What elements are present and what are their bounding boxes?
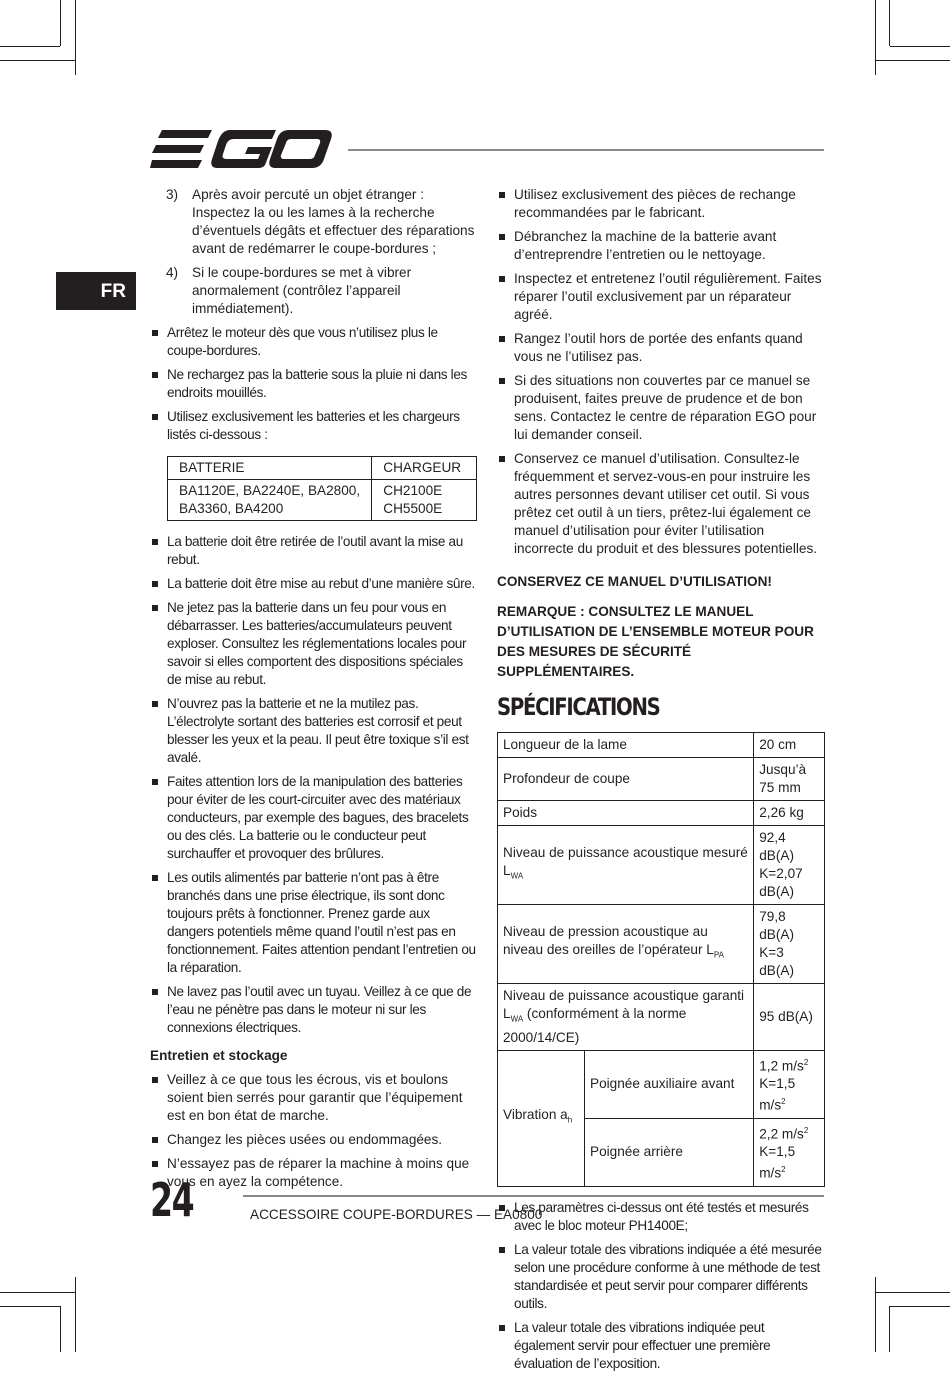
bullet-icon (499, 1247, 505, 1253)
bullet-list (497, 186, 825, 558)
language-label: FR (100, 281, 126, 302)
bullet-icon (152, 989, 158, 995)
item-text: Utilisez exclusivement les batteries et les chargeurs listés ci-dessous : (167, 409, 460, 442)
item-number: 4) (166, 265, 179, 280)
cell-value: 1,2 m/s (759, 1058, 804, 1074)
bullet-icon (152, 875, 158, 881)
list-item (497, 450, 825, 558)
list-item (150, 575, 476, 593)
item-text: Si le coupe-bordures se met à vibrer anormalement (contrôlez l’appareil immédiatement). (192, 265, 412, 316)
bullet-icon (152, 605, 158, 611)
cell-label: Niveau de pression acoustique au niveau des oreilles de l’opérateur L (503, 924, 714, 958)
item-text: Les paramètres ci-dessus ont été testés et mesurés avec le bloc moteur PH1400E; (514, 1199, 809, 1233)
superscript: 2 (803, 1125, 809, 1135)
table-cell: Profondeur de coupe (498, 758, 754, 801)
list-item (150, 324, 476, 360)
crop-mark (60, 0, 61, 46)
table-header-cell: CHARGEUR (372, 457, 477, 480)
header-rule (348, 149, 824, 151)
table-cell (498, 905, 754, 984)
table-cell (754, 1118, 825, 1186)
bullet-icon (499, 378, 505, 384)
list-item (497, 372, 825, 444)
list-item (497, 228, 825, 264)
item-text: Utilisez exclusivement des pièces de rechange recommandées par le fabricant. (514, 187, 796, 220)
item-text: Ne rechargez pas la batterie sous la pluie ni dans les endroits mouillés. (167, 367, 467, 400)
item-text: Changez les pièces usées ou endommagées. (167, 1132, 443, 1147)
subscript: h (567, 1116, 573, 1126)
numbered-list (150, 186, 476, 318)
crop-mark (889, 1306, 890, 1352)
spec-table (497, 732, 825, 1187)
list-item (150, 1131, 476, 1149)
table-row (498, 733, 825, 758)
subscript: PA (713, 950, 724, 960)
table-row (498, 1050, 825, 1118)
crop-mark (75, 1277, 76, 1352)
list-item (150, 1071, 476, 1125)
table-header-cell: BATTERIE (168, 457, 372, 480)
list-item (150, 533, 476, 569)
table-cell: CH2100E CH5500E (372, 480, 477, 521)
list-item (150, 186, 476, 258)
cell-value: K=2,07 dB(A) (759, 866, 803, 899)
item-number: 3) (166, 187, 179, 202)
superscript: 2 (803, 1057, 809, 1067)
crop-mark (875, 1292, 950, 1293)
item-text: Les outils alimentés par batterie n’ont pas à être branchés dans une prise électrique, ils sont donc toujours prêts à fonctionner. Prenez garde aux dangers potentiels même quand l’outil n’est pas en fonctionnement. Faites attention pendant l’entretien ou la réparation. (167, 870, 476, 975)
item-text: Ne jetez pas la batterie dans un feu pour vous en débarrasser. Les batteries/accumulateurs peuvent exploser. Consultez les réglementations locales pour savoir si elles comportent des dispositions spéciales de mise au rebut. (167, 600, 467, 687)
list-item (150, 1155, 476, 1191)
bullet-list (150, 324, 476, 444)
section-heading: Entretien et stockage (150, 1048, 288, 1063)
item-text: Débranchez la machine de la batterie avant d’entreprendre l’entretien ou le nettoyage. (514, 229, 777, 262)
bullet-icon (152, 539, 158, 545)
bullet-icon (499, 1325, 505, 1331)
table-cell (754, 826, 825, 905)
cell-value: 92,4 dB(A) (759, 830, 794, 863)
table-cell: 95 dB(A) (754, 984, 825, 1051)
bullet-list (150, 533, 476, 1037)
cell-value: K=3 dB(A) (759, 945, 794, 978)
list-item (150, 983, 476, 1037)
cell-value: 79,8 dB(A) (759, 909, 794, 942)
table-cell: 20 cm (754, 733, 825, 758)
bullet-icon (499, 276, 505, 282)
crop-mark (875, 1277, 876, 1352)
bullet-icon (152, 372, 158, 378)
list-item (497, 186, 825, 222)
item-text: Rangez l’outil hors de portée des enfants quand vous ne l’utilisez pas. (514, 331, 803, 364)
item-text: Arrêtez le moteur dès que vous n’utilisez plus le coupe-bordures. (167, 325, 438, 358)
table-cell: 2,26 kg (754, 801, 825, 826)
list-item (150, 264, 476, 318)
crop-mark (875, 0, 876, 75)
crop-mark (889, 0, 890, 46)
list-item (497, 1241, 825, 1313)
crop-mark (75, 0, 76, 75)
footer-title: ACCESSOIRE COUPE-BORDURES — EA0800 (250, 1207, 543, 1222)
item-text: Veillez à ce que tous les écrous, vis et boulons soient bien serrés pour garantir que l’équipement est en bon état de marche. (167, 1072, 463, 1123)
list-item (150, 869, 476, 977)
item-text: La valeur totale des vibrations indiquée a été mesurée selon une procédure conforme à une méthode de test standardisée et peut servir pour comparer différents outils. (514, 1241, 822, 1311)
bullet-list (150, 1071, 476, 1191)
table-row (498, 905, 825, 984)
table-cell: Longueur de la lame (498, 733, 754, 758)
remark-notice: REMARQUE : CONSULTEZ LE MANUEL D’UTILISATION DE L’ENSEMBLE MOTEUR POUR DES MESURES DE SÉCURITÉ SUPPLÉMENTAIRES. (497, 604, 814, 679)
crop-mark (0, 1306, 60, 1307)
table-row (498, 984, 825, 1051)
crop-mark (875, 60, 950, 61)
cell-value: 2,2 m/s (759, 1126, 804, 1142)
page-number: 24 (150, 1173, 194, 1227)
bullet-icon (152, 1161, 158, 1167)
item-text: Après avoir percuté un objet étranger : Inspectez la ou les lames à la recherche d’éventuels dégâts et effectuer des réparations avant de redémarrer le coupe-bordures ; (192, 187, 475, 256)
ego-logo (150, 128, 332, 170)
table-cell (498, 826, 754, 905)
bullet-icon (499, 192, 505, 198)
table-cell: Poignée arrière (585, 1118, 754, 1186)
cell-value: K=1,5 m/s (759, 1144, 796, 1181)
item-text: N’essayez pas de réparer la machine à moins que vous en ayez la compétence. (167, 1156, 470, 1189)
list-item (150, 366, 476, 402)
right-column (497, 186, 825, 1379)
crop-mark (60, 1306, 61, 1352)
language-tab (56, 272, 136, 310)
table-cell: Poids (498, 801, 754, 826)
bullet-icon (152, 701, 158, 707)
table-cell (754, 905, 825, 984)
bullet-icon (499, 456, 505, 462)
item-text: Si des situations non couvertes par ce manuel se produisent, faites preuve de prudence et de bon sens. Contactez le centre de réparation EGO pour lui demander conseil. (514, 373, 817, 442)
table-row (498, 801, 825, 826)
table-cell (498, 1050, 585, 1186)
list-item (150, 599, 476, 689)
item-text: Conservez ce manuel d’utilisation. Consultez-le fréquemment et servez-vous-en pour instruire les autres personnes devant utiliser cet outil. Si vous prêtez cet outil à un tiers, prêtez-lui également ce manuel d’utilisation pour éviter l’utilisation incorrecte du produit et des blessures potentielles. (514, 451, 818, 556)
subscript: WA (510, 1014, 524, 1024)
item-text: Inspectez et entretenez l’outil régulièrement. Faites réparer l’outil exclusivement par un réparateur agréé. (514, 271, 822, 322)
item-text: La valeur totale des vibrations indiquée peut également servir pour effectuer une première évaluation de l’exposition. (514, 1319, 771, 1371)
table-cell (498, 984, 754, 1051)
list-item (497, 1199, 825, 1235)
left-column (150, 186, 476, 1197)
superscript: 2 (781, 1165, 786, 1175)
crop-mark (0, 1292, 75, 1293)
list-item (497, 270, 825, 324)
item-text: La batterie doit être mise au rebut d’une manière sûre. (167, 576, 475, 591)
superscript: 2 (781, 1097, 786, 1107)
table-cell: BA1120E, BA2240E, BA2800, BA3360, BA4200 (168, 480, 372, 521)
bullet-icon (499, 336, 505, 342)
table-row (498, 758, 825, 801)
bullet-list (497, 1199, 825, 1373)
list-item (150, 695, 476, 767)
item-text: N’ouvrez pas la batterie et ne la mutilez pas. L’électrolyte sortant des batteries est corrosif et peut blesser les yeux et la peau. Il peut être toxique s’il est avalé. (167, 696, 469, 765)
crop-mark (890, 1306, 950, 1307)
list-item (497, 1319, 825, 1373)
bullet-icon (152, 330, 158, 336)
cell-value: K=1,5 m/s (759, 1076, 796, 1113)
crop-mark (0, 46, 60, 47)
list-item (497, 330, 825, 366)
bullet-icon (152, 581, 158, 587)
bullet-icon (152, 1137, 158, 1143)
keep-manual-notice: CONSERVEZ CE MANUEL D’UTILISATION! (497, 574, 772, 589)
spec-title: SPÉCIFICATIONS (497, 693, 660, 721)
cell-label: Niveau de puissance acoustique garanti L (503, 988, 745, 1021)
subscript: WA (510, 871, 524, 881)
item-text: Faites attention lors de la manipulation des batteries pour éviter de les court-circuiter avec des matériaux conducteurs, par exemple des bagues, des bracelets ou des clés. La batterie ou le conducteur peut surchauffer et provoquer des brûlures. (167, 774, 469, 861)
battery-charger-table (167, 456, 477, 521)
table-cell: Jusqu’à 75 mm (754, 758, 825, 801)
list-item (150, 773, 476, 863)
list-item (150, 408, 476, 444)
bullet-icon (152, 779, 158, 785)
item-text: Ne lavez pas l’outil avec un tuyau. Veillez à ce que de l’eau ne pénètre pas dans le moteur ni sur les connexions électriques. (167, 984, 472, 1035)
item-text: La batterie doit être retirée de l’outil avant la mise au rebut. (167, 534, 463, 567)
bullet-icon (152, 1077, 158, 1083)
cell-label: (conformément à la norme 2000/14/CE) (503, 1006, 687, 1045)
cell-label: Niveau de puissance acoustique mesuré L (503, 845, 748, 879)
bullet-icon (499, 234, 505, 240)
crop-mark (890, 46, 950, 47)
crop-mark (0, 60, 75, 61)
bullet-icon (152, 414, 158, 420)
table-cell: Poignée auxiliaire avant (585, 1050, 754, 1118)
table-cell (754, 1050, 825, 1118)
footer-rule (243, 1195, 824, 1197)
table-row (498, 826, 825, 905)
cell-label: Vibration a (503, 1107, 568, 1123)
